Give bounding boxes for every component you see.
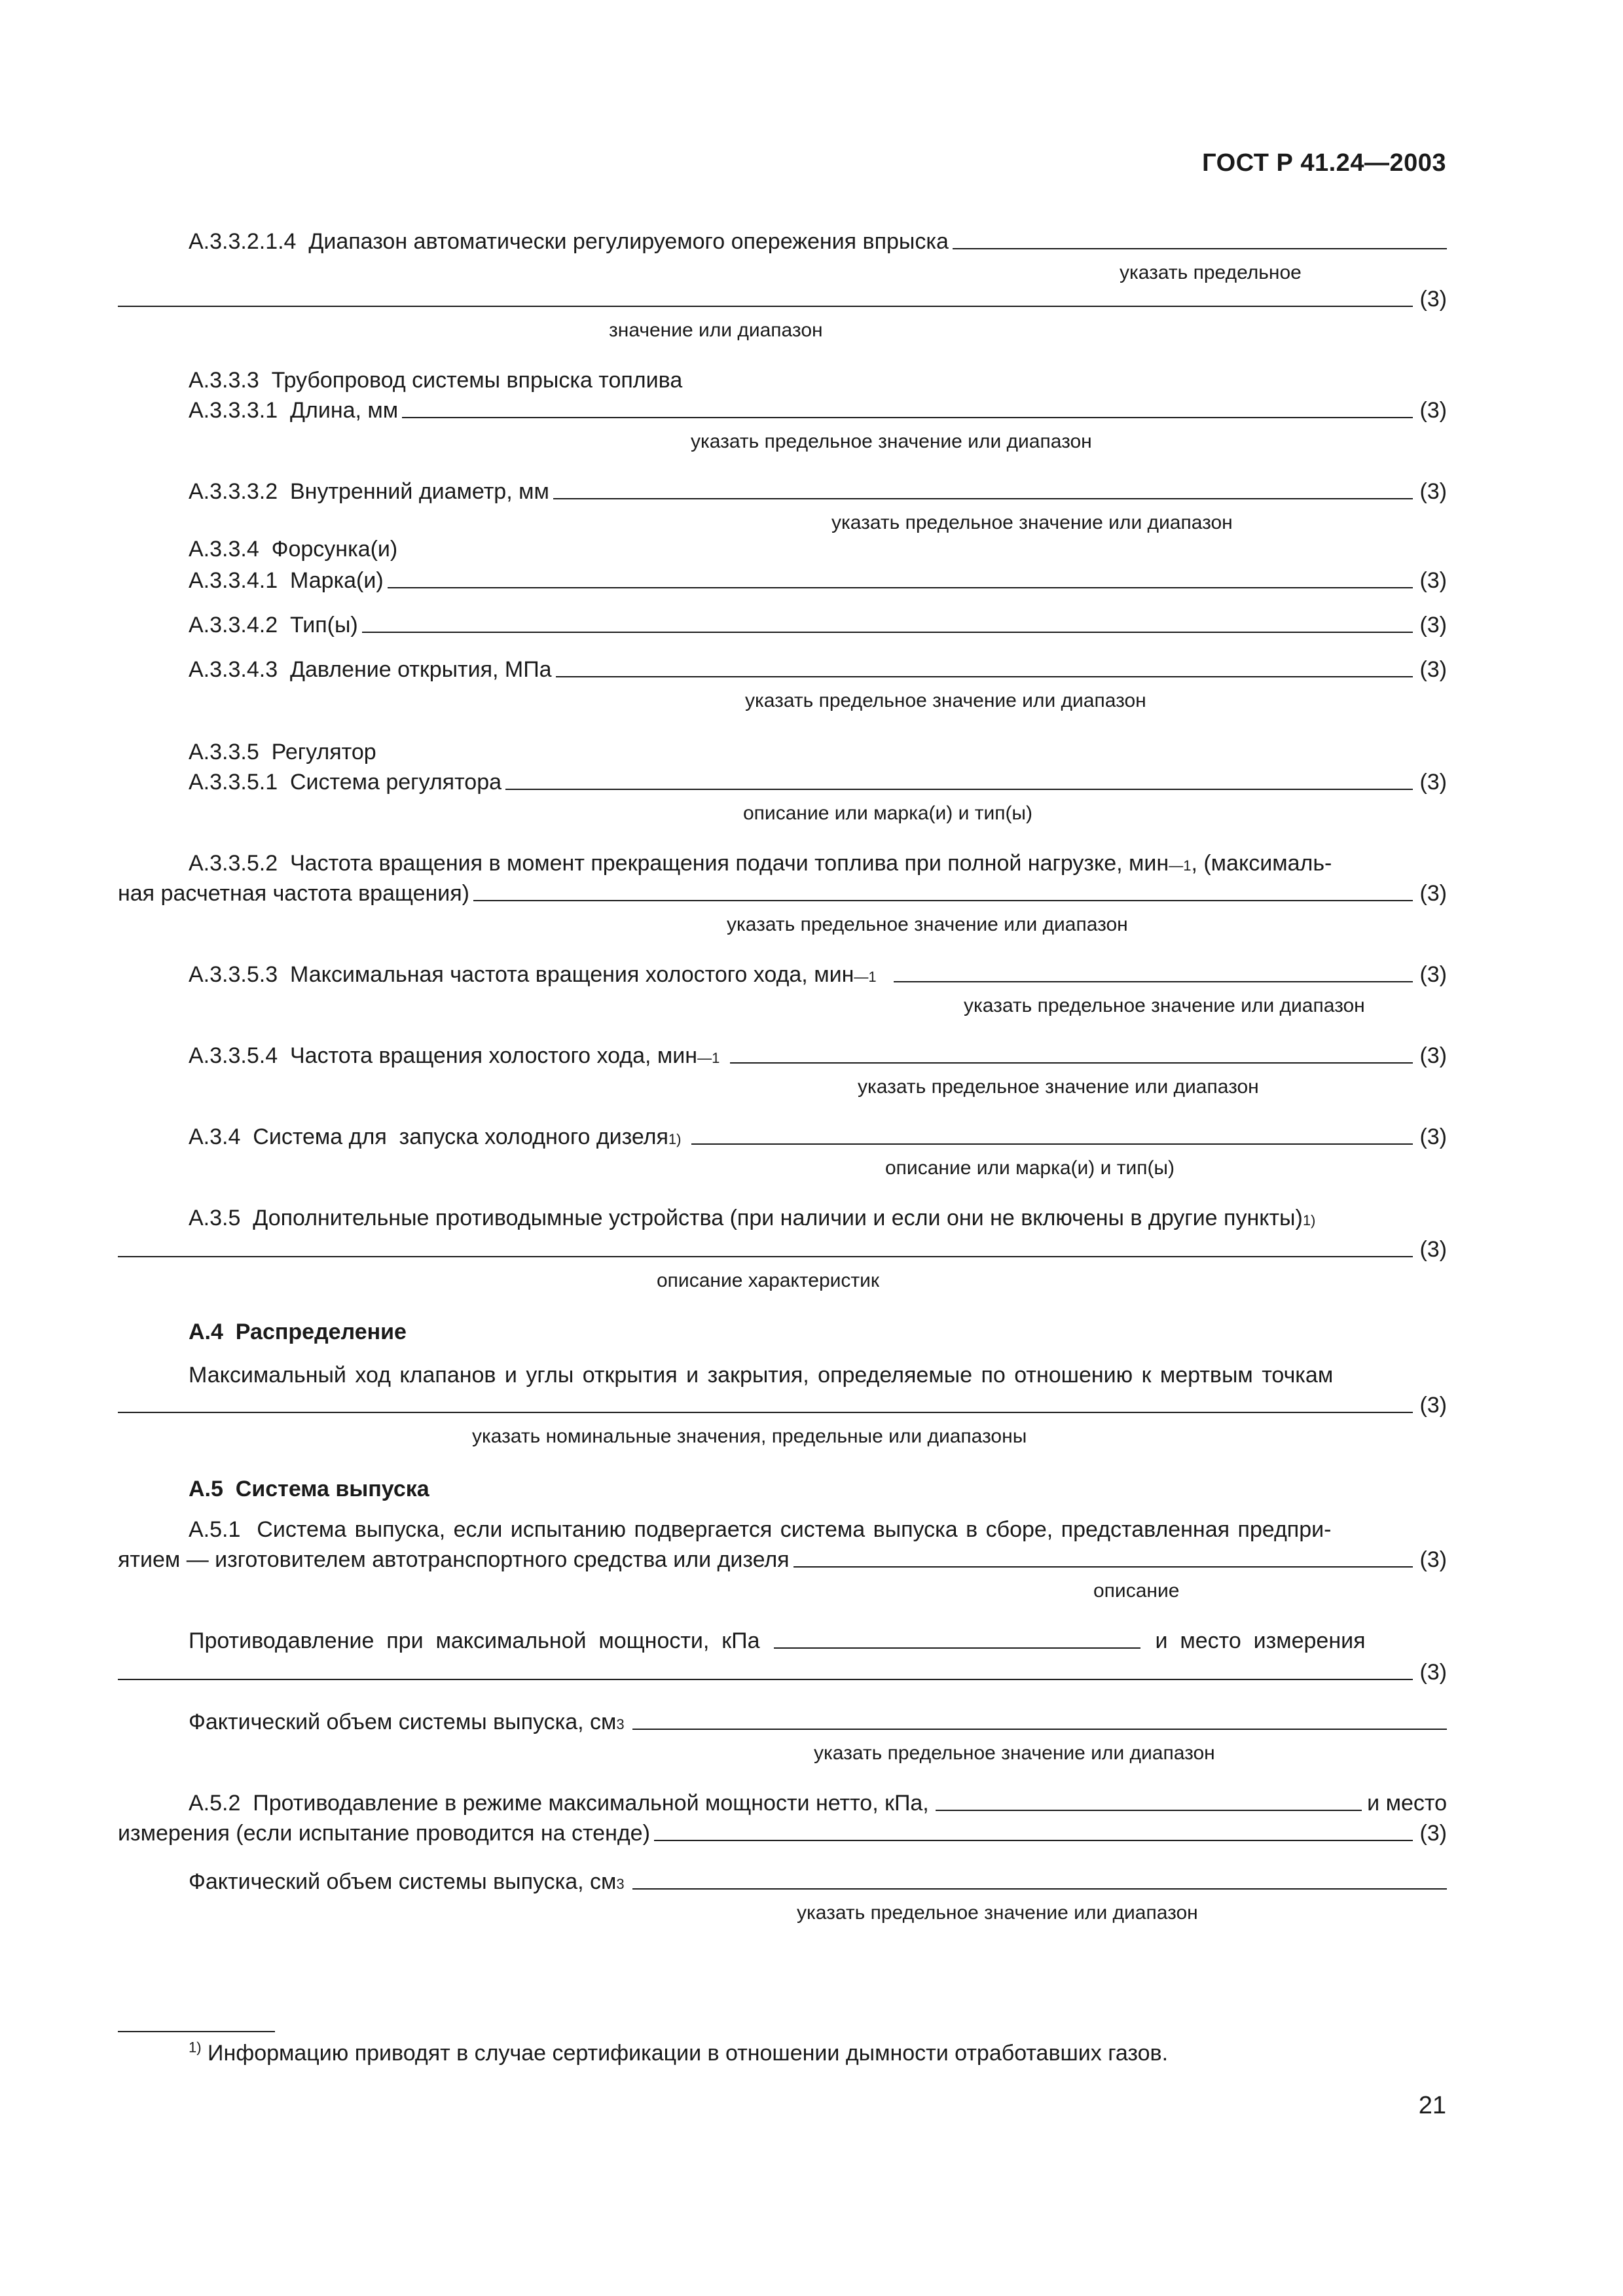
input-line[interactable] (730, 1062, 1413, 1064)
item-a335: А.3.3.5 Регулятор (189, 740, 376, 764)
caption: описание характеристик (657, 1270, 880, 1291)
input-line[interactable] (936, 1809, 1362, 1811)
footnote-separator (118, 2031, 275, 2032)
item-a34: А.3.4 Система для запуска холодного дизеля 1) (3) (189, 1124, 1447, 1149)
item-a3331: А.3.3.3.1 Длина, мм (3) (189, 398, 1447, 423)
page-number: 21 (1418, 2092, 1446, 2119)
input-line[interactable] (632, 1888, 1447, 1890)
item-a3342: А.3.3.4.2 Тип(ы) (3) (189, 613, 1447, 637)
item-a3341: А.3.3.4.1 Марка(и) (3) (189, 568, 1447, 593)
input-line[interactable] (894, 980, 1413, 982)
footnote-mark: 1) (189, 2039, 202, 2056)
input-line[interactable] (118, 1255, 1413, 1257)
item-a4-text: Максимальный ход клапанов и углы открытия и закрытия, определяемые по отношению к мертвым точкам (189, 1363, 1334, 1388)
item-a4-cont: (3) (118, 1393, 1447, 1418)
input-line[interactable] (691, 1143, 1413, 1145)
input-line[interactable] (473, 899, 1413, 901)
caption: описание или марка(и) и тип(ы) (743, 802, 1032, 824)
input-line[interactable] (953, 247, 1447, 249)
item-a3354: А.3.3.5.4 Частота вращения холостого хода, мин —1 (3) (189, 1043, 1447, 1068)
item-a35: А.3.5 Дополнительные противодымные устройства (при наличии и если они не включены в другие пункты) 1) (189, 1206, 1316, 1230)
input-line[interactable] (118, 1411, 1413, 1413)
document-code-header: ГОСТ Р 41.24—2003 (1202, 149, 1446, 177)
input-line[interactable] (556, 675, 1413, 677)
caption: указать номинальные значения, предельные или диапазоны (472, 1426, 1027, 1447)
caption: описание (1093, 1580, 1180, 1602)
item-volume-2: Фактический объем системы выпуска, см 3 (118, 1869, 1447, 1895)
item-a33214: А.3.3.2.1.4 Диапазон автоматически регулируемого опережения впрыска (118, 229, 1447, 255)
caption: указать предельное значение или диапазон (727, 914, 1128, 935)
caption: значение или диапазон (609, 319, 823, 341)
caption: указать предельное значение или диапазон (858, 1076, 1259, 1098)
footnote-text: Информацию приводят в случае сертификации в отношении дымности отработавших газов. (208, 2041, 1169, 2066)
caption: указать предельное значение или диапазон (691, 431, 1092, 452)
caption: описание или марка(и) и тип(ы) (885, 1157, 1175, 1179)
input-line[interactable] (505, 788, 1413, 790)
item-a3353: А.3.3.5.3 Максимальная частота вращения холостого хода, мин —1 (3) (189, 962, 1447, 987)
item-a3351: А.3.3.5.1 Система регулятора (3) (189, 770, 1447, 795)
input-line[interactable] (362, 631, 1413, 633)
caption: указать предельное значение или диапазон (964, 995, 1365, 1016)
input-line[interactable] (402, 416, 1413, 418)
item-a3352-cont: ная расчетная частота вращения) (3) (118, 881, 1447, 906)
item-a33214-cont: (3) (118, 287, 1447, 312)
input-line[interactable] (553, 497, 1413, 499)
item-backpressure-cont: (3) (118, 1660, 1447, 1685)
input-line[interactable] (654, 1839, 1413, 1841)
item-a52: А.5.2 Противодавление в режиме максимальной мощности нетто, кПа, и место (189, 1791, 1447, 1816)
input-line[interactable] (118, 305, 1413, 307)
item-a333: А.3.3.3 Трубопровод системы впрыска топлива (189, 368, 683, 393)
caption: указать предельное значение или диапазон (814, 1742, 1215, 1764)
item-a3352: А.3.3.5.2 Частота вращения в момент прекращения подачи топлива при полной нагрузке, мин —1 , (максималь- (189, 851, 1332, 876)
caption: указать предельное значение или диапазон (745, 690, 1146, 711)
item-a52-cont: измерения (если испытание проводится на стенде) (3) (118, 1821, 1447, 1846)
item-volume-1: Фактический объем системы выпуска, см 3 (118, 1710, 1447, 1735)
section-heading-a4: А.4 Распределение (189, 1319, 407, 1344)
item-backpressure: Противодавление при максимальной мощности, кПа и место измерения (189, 1628, 1366, 1653)
caption: указать предельное значение или диапазон (831, 512, 1233, 533)
input-line[interactable] (118, 1678, 1413, 1680)
footnote (189, 2041, 1168, 2066)
input-line[interactable] (793, 1566, 1413, 1568)
input-line[interactable] (774, 1647, 1140, 1649)
item-a3343: А.3.3.4.3 Давление открытия, МПа (3) (189, 657, 1447, 682)
item-a51: А.5.1 Система выпуска, если испытанию подвергается система выпуска в сборе, представленная предпри- (189, 1517, 1332, 1542)
item-a334: А.3.3.4 Форсунка(и) (189, 537, 398, 562)
caption: указать предельное (1120, 262, 1302, 283)
item-a3332: А.3.3.3.2 Внутренний диаметр, мм (3) (189, 479, 1447, 504)
item-a35-cont: (3) (118, 1237, 1447, 1263)
section-heading-a5: А.5 Система выпуска (189, 1477, 429, 1501)
caption: указать предельное значение или диапазон (797, 1902, 1198, 1924)
item-a51-cont: ятием — изготовителем автотранспортного средства или дизеля (3) (118, 1547, 1447, 1572)
input-line[interactable] (388, 586, 1413, 588)
input-line[interactable] (632, 1728, 1447, 1730)
